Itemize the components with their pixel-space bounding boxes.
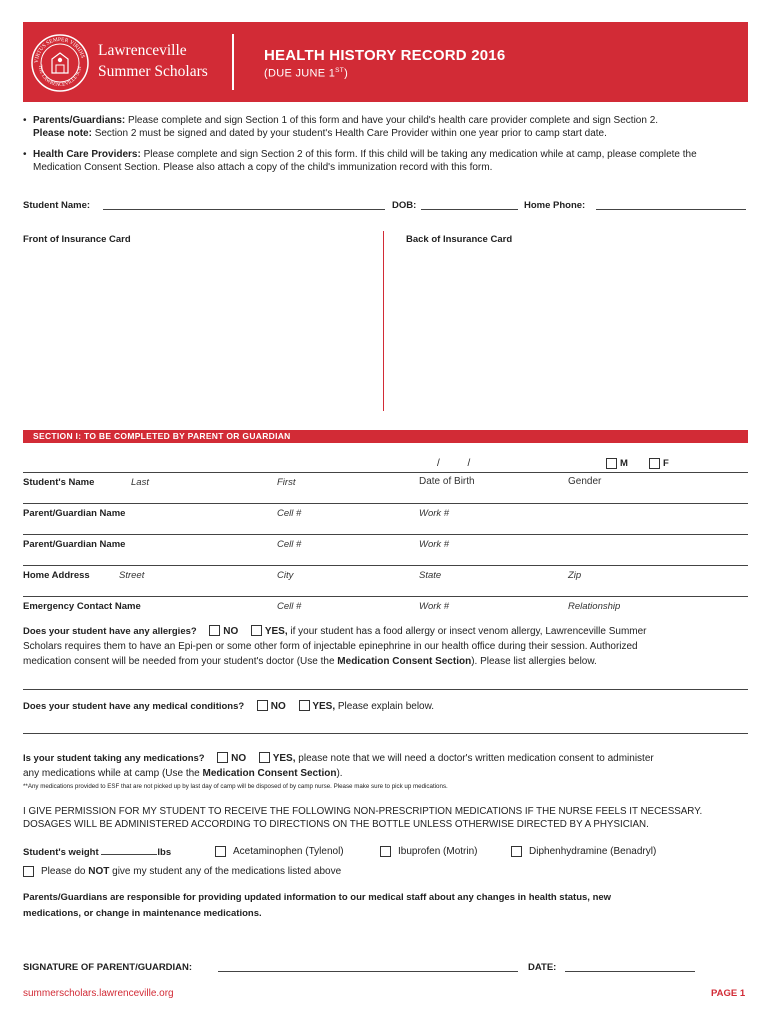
emergency-work-caption: Work # [419,601,450,612]
diphenhydramine-label: Diphenhydramine (Benadryl) [529,846,657,857]
street-caption: Street [119,570,145,581]
dob-slashes: / / [437,458,471,469]
section1-header: SECTION I: TO BE COMPLETED BY PARENT OR GUARDIAN [23,430,748,443]
signature-label: SIGNATURE OF PARENT/GUARDIAN: [23,962,193,973]
allergies-no-checkbox[interactable] [209,625,220,636]
home-address-label: Home Address [23,570,90,581]
medications-footnote: **Any medications provided to ESF that are not picked up by last day of camp will be disposed of by camp nurse. Please make sure to pick up medications. [23,783,448,790]
gender-f-checkbox[interactable] [649,458,660,469]
due-date: (DUE JUNE 1ST) [264,67,349,80]
parent2-work-caption: Work # [419,539,450,550]
parent1-row-line[interactable] [23,503,748,504]
conditions-yes-checkbox[interactable] [299,700,310,711]
medications-no-checkbox[interactable] [217,752,228,763]
gender-f-label: F [663,458,669,469]
emergency-contact-label: Emergency Contact Name [23,601,141,612]
front-insurance-card-label: Front of Insurance Card [23,234,131,245]
home-phone-label: Home Phone: [524,200,586,211]
state-caption: State [419,570,442,581]
dob-field[interactable] [421,209,518,210]
header-divider [232,34,234,90]
school-name-line2: Summer Scholars [98,63,208,80]
ibuprofen-label: Ibuprofen (Motrin) [398,846,478,857]
relationship-caption: Relationship [568,601,621,612]
signature-field[interactable] [218,971,518,972]
gender-m-checkbox[interactable] [606,458,617,469]
parent2-cell-caption: Cell # [277,539,302,550]
ibuprofen-checkbox[interactable] [380,846,391,857]
medications-yes-checkbox[interactable] [259,752,270,763]
allergies-list-line[interactable] [23,689,748,690]
allergies-yes-checkbox[interactable] [251,625,262,636]
student-name-label: Student Name: [23,200,91,211]
parent2-name-label: Parent/Guardian Name [23,539,126,550]
weight-field[interactable] [101,844,157,855]
no-medications-checkbox[interactable] [23,866,34,877]
footer-url[interactable]: summerscholars.lawrenceville.org [23,988,174,999]
page-number: PAGE 1 [711,988,746,999]
permission-text: I GIVE PERMISSION FOR MY STUDENT TO RECEIVE THE FOLLOWING NON-PRESCRIPTION MEDICATIONS IF THE NURSE FEELS IT NECESSARY. DOSAGES WILL BE ADMINISTERED ACCORDING TO DIRECTIONS ON THE BOTTLE UNLESS OTHERWISE DIRECTED BY A PHYSICIAN. [23,806,703,830]
no-medications-label: Please do NOT give my student any of the medications listed above [41,866,342,877]
student-row-line[interactable] [23,472,748,473]
parent2-row-line[interactable] [23,534,748,535]
acetaminophen-label: Acetaminophen (Tylenol) [233,846,344,857]
city-caption: City [277,570,294,581]
form-title: HEALTH HISTORY RECORD 2016 [264,47,506,64]
zip-caption: Zip [568,570,582,581]
first-name-caption: First [277,477,296,488]
medications-block: Is your student taking any medications? NO YES, please note that we will need a doctor's written medication consent to administer any medications while at camp (Use the Medication Consent Section). [23,753,654,779]
responsibility-note: Parents/Guardians are responsible for providing updated information to our medical staff about any changes in health status, new medications, or change in maintenance medications. [23,892,612,919]
conditions-explain-line[interactable] [23,733,748,734]
weight-row: Student's weight lbs [23,844,171,860]
diphenhydramine-checkbox[interactable] [511,846,522,857]
conditions-block: Does your student have any medical conditions? NO YES, Please explain below. [23,701,435,712]
intro-bullet-providers: • Health Care Providers: Please complete and sign Section 2 of this form. If this child will be taking any medication while at camp, please complete the Medication Consent Section. Please also attach a copy of the child's immunization record with this form. [33,148,723,174]
parent1-cell-caption: Cell # [277,508,302,519]
school-name-line1: Lawrenceville [98,42,187,59]
date-field[interactable] [565,971,695,972]
date-label: DATE: [528,962,557,973]
emergency-cell-caption: Cell # [277,601,302,612]
dob-label: DOB: [392,200,417,211]
conditions-no-checkbox[interactable] [257,700,268,711]
student-name-field[interactable] [103,209,385,210]
allergies-block: Does your student have any allergies? NO YES, if your student has a food allergy or insect venom allergy, Lawrenceville Summer Scholars requires them to have an Epi-pen or some other form of injectable epinephrine in our health office during their session. Authorized medication consent will be needed from your student's doctor (Use the Medication Consent Section). Please list allergies below. [23,626,647,667]
gender-caption: Gender [568,476,602,487]
svg-text:THE LAWRENCEVILLE SCHOOL: THE LAWRENCEVILLE SCH [36,64,83,89]
parent1-work-caption: Work # [419,508,450,519]
back-insurance-card-label: Back of Insurance Card [406,234,513,245]
home-phone-field[interactable] [596,209,746,210]
intro-bullet-parents: • Parents/Guardians: Please complete and sign Section 1 of this form and have your child's health care provider complete and sign Section 2. Please note: Section 2 must be signed and dated by your student's Health Care Provider within one year prior to camp start date. [33,114,753,140]
school-seal-icon [30,33,90,93]
address-row-line[interactable] [23,565,748,566]
students-name-label: Student's Name [23,477,95,488]
insurance-card-divider [383,231,384,411]
gender-m-label: M [620,458,628,469]
parent1-name-label: Parent/Guardian Name [23,508,126,519]
acetaminophen-checkbox[interactable] [215,846,226,857]
date-of-birth-caption: Date of Birth [419,476,475,487]
last-name-caption: Last [131,477,149,488]
svg-text:VIRTUS SEMPER VIRIDIS: VIRTUS SEMPER VIRIDIS [33,36,86,64]
emergency-row-line[interactable] [23,596,748,597]
